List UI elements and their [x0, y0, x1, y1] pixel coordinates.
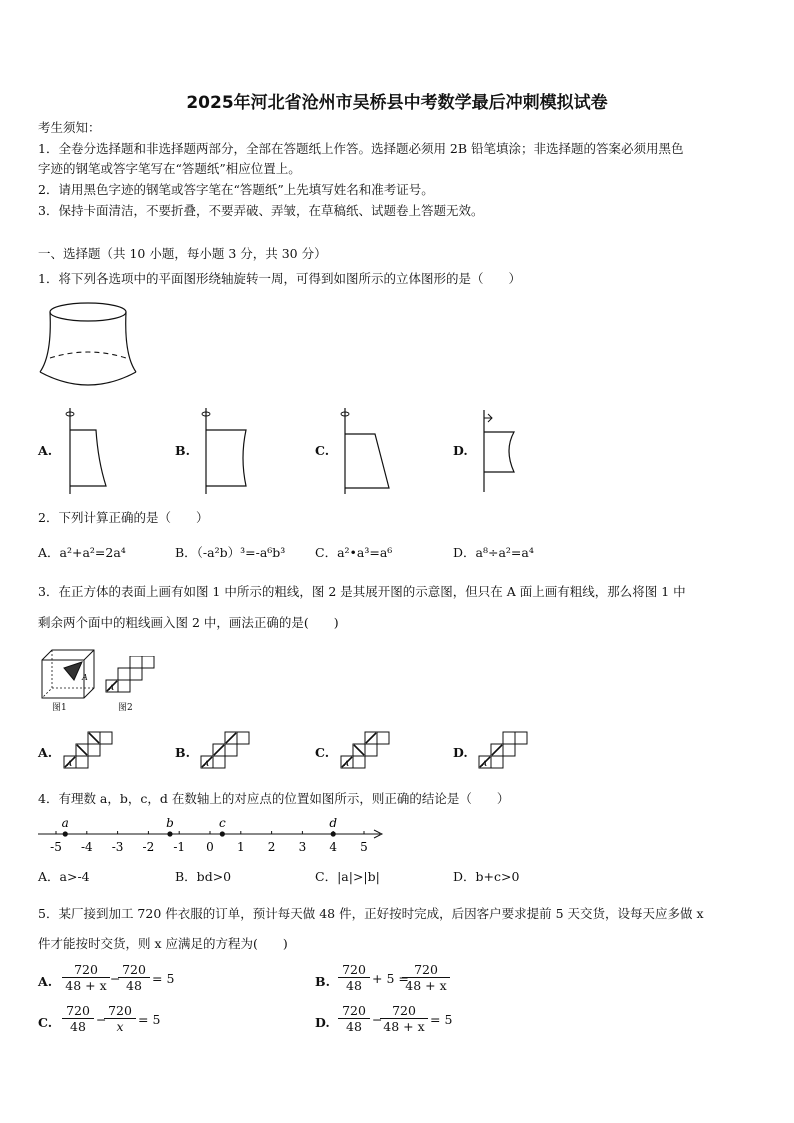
q5-a-frac-2-num: 720	[118, 962, 150, 978]
q5-d-frac-2-den: 48 + x	[383, 1019, 425, 1034]
q5-c-frac-1	[62, 1003, 94, 1034]
q5-a-equals: = 5	[152, 971, 175, 986]
q2-option-d[interactable]: D．a⁸÷a²=a⁴	[453, 545, 534, 560]
notice-item-1-line-1: 1．全卷分选择题和非选择题两部分，全部在答题纸上作答。选择题必须用 2B 铅笔填涂；非选择题的答案必须用黑色	[38, 141, 684, 156]
q5-d-frac-1-num: 720	[338, 1003, 370, 1019]
q5-b-frac-2-num: 720	[402, 962, 450, 978]
q5-a-minus: −	[110, 971, 121, 986]
q2-stem: 2．下列计算正确的是（ ）	[38, 510, 209, 525]
q4-point-label-a: a	[61, 816, 69, 830]
page-title: 2025年河北省沧州市吴桥县中考数学最后冲刺模拟试卷	[186, 93, 608, 113]
section-heading: 一、选择题（共 10 小题，每小题 3 分，共 30 分）	[38, 246, 327, 261]
q3-option-c-face: A	[344, 760, 350, 768]
notice-heading: 考生须知：	[38, 120, 101, 135]
q5-c-frac-2-den: x	[116, 1019, 124, 1034]
q5-d-equals: = 5	[430, 1012, 453, 1027]
q4-point-label-b: b	[166, 816, 174, 830]
q3-option-d-label[interactable]: D.	[453, 745, 468, 760]
q5-stem-line-2: 件才能按时交货，则 x 应满足的方程为( )	[38, 936, 288, 951]
q5-stem-line-1: 5．某厂接到加工 720 件衣服的订单，预计每天做 48 件，正好按时完成，后因客户要求提前 5 天交货，设每天应多做 x	[38, 906, 704, 921]
q3-cube-face-label: A	[82, 673, 88, 682]
q5-a-frac-1	[62, 962, 110, 993]
q1-option-a-label[interactable]: A.	[38, 443, 53, 458]
q5-b-plus: + 5 =	[372, 971, 409, 986]
q5-d-minus: −	[372, 1012, 383, 1027]
q4-tick-label: 3	[298, 840, 307, 854]
q4-tick-label: -4	[80, 840, 93, 854]
q3-option-a-label[interactable]: A.	[38, 745, 53, 760]
q5-c-frac-2-num: 720	[104, 1003, 136, 1019]
q5-a-frac-2	[118, 962, 150, 993]
q4-point-c	[220, 831, 225, 836]
q4-point-d	[331, 831, 336, 836]
q4-tick-label: 2	[267, 840, 276, 854]
q1-option-b-figure	[196, 406, 256, 496]
q4-tick-label: 0	[206, 840, 214, 854]
q1-option-c-label[interactable]: C.	[315, 443, 330, 458]
q5-b-frac-1-den: 48	[346, 978, 362, 993]
q4-point-label-d: d	[329, 816, 338, 830]
q5-c-frac-1-num: 720	[62, 1003, 94, 1019]
q4-option-a[interactable]: A．a>-4	[38, 869, 90, 884]
notice-item-3: 3．保持卡面清洁，不要折叠，不要弄破、弄皱，在草稿纸、试题卷上答题无效。	[38, 203, 484, 218]
q4-option-b[interactable]: B．bd>0	[175, 869, 232, 884]
q3-option-a-face: A	[67, 760, 73, 768]
q4-tick-label: -2	[142, 840, 155, 854]
q3-option-d-net	[477, 730, 533, 772]
q5-b-frac-1-num: 720	[338, 962, 370, 978]
q3-net-figure	[104, 656, 160, 696]
q5-d-frac-2-num: 720	[380, 1003, 428, 1019]
q5-d-frac-1-den: 48	[346, 1019, 362, 1034]
q5-c-frac-2	[104, 1003, 136, 1034]
q5-c-equals: = 5	[138, 1012, 161, 1027]
q5-c-frac-1-den: 48	[70, 1019, 86, 1034]
q1-option-d-label[interactable]: D.	[453, 443, 468, 458]
q4-stem: 4．有理数 a，b，c，d 在数轴上的对应点的位置如图所示，则正确的结论是（ ）	[38, 791, 510, 806]
q3-fig2-caption: 图2	[118, 703, 133, 713]
q5-a-frac-1-num: 720	[62, 962, 110, 978]
q5-a-frac-2-den: 48	[126, 978, 142, 993]
q1-option-a-figure	[60, 406, 120, 496]
q4-point-b	[167, 831, 172, 836]
q5-a-frac-1-den: 48 + x	[65, 978, 107, 993]
q5-d-frac-1	[338, 1003, 370, 1034]
q4-tick-label: -5	[50, 840, 62, 854]
q3-option-c-net	[339, 730, 395, 772]
q4-point-a	[63, 831, 68, 836]
q1-option-c-figure	[335, 406, 395, 496]
q3-option-a-net	[62, 730, 118, 772]
q2-option-a[interactable]: A．a²+a²=2a⁴	[38, 545, 126, 560]
q5-d-frac-2	[380, 1003, 428, 1034]
q5-option-a-label[interactable]: A.	[38, 974, 53, 989]
q5-b-frac-2	[402, 962, 450, 993]
q5-c-minus: −	[96, 1012, 107, 1027]
q5-option-d-label[interactable]: D.	[315, 1015, 330, 1030]
q4-tick-label: 1	[236, 840, 245, 854]
q4-tick-label: 4	[329, 840, 338, 854]
q5-option-b-label[interactable]: B.	[315, 974, 330, 989]
q3-option-d-face: A	[482, 760, 488, 768]
q5-b-frac-1	[338, 962, 370, 993]
q4-tick-label: 5	[360, 840, 368, 854]
q1-stem: 1．将下列各选项中的平面图形绕轴旋转一周，可得到如图所示的立体图形的是（ ）	[38, 271, 521, 286]
q3-option-b-label[interactable]: B.	[175, 745, 190, 760]
q5-b-frac-2-den: 48 + x	[405, 978, 447, 993]
q4-number-line	[34, 812, 394, 856]
q1-option-b-label[interactable]: B.	[175, 443, 190, 458]
q3-option-b-net	[199, 730, 255, 772]
q3-fig1-caption: 图1	[52, 703, 67, 713]
q1-solid-figure	[36, 300, 142, 392]
notice-item-2: 2．请用黑色字迹的钢笔或答字笔在“答题纸”上先填写姓名和准考证号。	[38, 182, 434, 197]
q3-stem-line-1: 3．在正方体的表面上画有如图 1 中所示的粗线，图 2 是其展开图的示意图，但只在 A 面上画有粗线，那么将图 1 中	[38, 584, 686, 599]
notice-item-1-line-2: 字迹的钢笔或答字笔写在“答题纸”相应位置上。	[38, 161, 301, 176]
q3-cube-figure	[38, 646, 98, 702]
q5-option-c-label[interactable]: C.	[38, 1015, 53, 1030]
q4-tick-label: -1	[173, 840, 186, 854]
q3-net-face-label: A	[109, 684, 115, 692]
q2-option-b[interactable]: B．（-a²b）³=-a⁶b³	[175, 545, 286, 560]
q3-option-c-label[interactable]: C.	[315, 745, 330, 760]
q3-option-b-face: A	[204, 760, 210, 768]
q3-stem-line-2: 剩余两个面中的粗线画入图 2 中，画法正确的是( )	[38, 615, 339, 630]
q4-option-c[interactable]: C．|a|>|b|	[315, 869, 380, 884]
q4-point-label-c: c	[218, 816, 226, 830]
q2-option-c[interactable]: C．a²•a³=a⁶	[315, 545, 393, 560]
q4-tick-label: -3	[111, 840, 124, 854]
q1-option-d-figure	[474, 406, 534, 496]
q4-option-d[interactable]: D．b+c>0	[453, 869, 520, 884]
